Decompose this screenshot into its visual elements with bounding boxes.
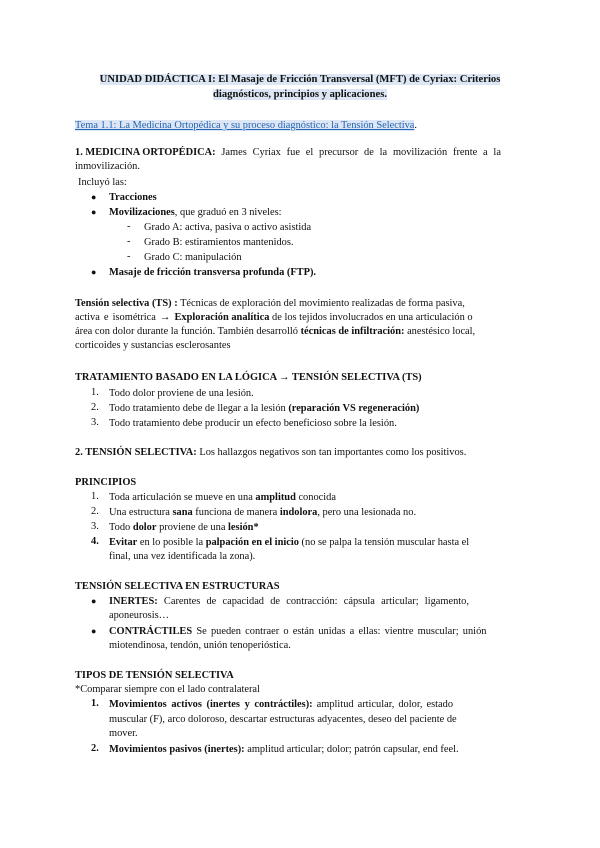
dash-icon: - bbox=[127, 251, 131, 262]
grado-b: Grado B: estiramientos mantenidos. bbox=[144, 237, 294, 248]
bullet-icon: ● bbox=[91, 626, 97, 636]
tipos-note: *Comparar siempre con el lado contralateral bbox=[75, 684, 260, 695]
principio-1-c: conocida bbox=[295, 492, 336, 503]
grado-c: Grado C: manipulación bbox=[144, 252, 242, 263]
principio-3-a: Todo bbox=[109, 522, 133, 533]
title-line-1: UNIDAD DIDÁCTICA I: El Masaje de Fricción Transversal (MFT) de Cyriax: Criterios bbox=[99, 74, 501, 85]
principio-3-bold-2: lesión* bbox=[228, 522, 259, 533]
principio-4-d: (no se palpa la tensión muscular hasta el bbox=[298, 537, 470, 548]
dash-icon: - bbox=[127, 236, 131, 247]
principio-1-a: Toda articulación se mueve en una bbox=[109, 492, 256, 503]
tratamiento-item-1: Todo dolor proviene de una lesión. bbox=[109, 388, 254, 399]
movilizaciones-rest: , que graduó en 3 niveles: bbox=[174, 207, 282, 218]
estructura-inertes-line-2: aponeurosis… bbox=[109, 610, 170, 621]
principio-4-line-2: final, una vez identificada la zona). bbox=[109, 551, 256, 562]
ts-line-3 bbox=[75, 325, 475, 339]
bullet-tracciones: Tracciones bbox=[109, 192, 157, 203]
list-number: 1. bbox=[91, 491, 99, 502]
principio-2-e: , pero una lesionada no. bbox=[317, 507, 417, 518]
movilizaciones-bold: Movilizaciones bbox=[109, 207, 175, 218]
tratamiento-item-2-bold: (reparación VS regeneración) bbox=[288, 403, 420, 414]
bullet-icon: ● bbox=[91, 267, 97, 277]
section-2-line bbox=[75, 446, 466, 460]
principio-4-bold-1: Evitar bbox=[109, 537, 138, 548]
principio-3 bbox=[109, 521, 259, 535]
tipo-pasivos bbox=[109, 743, 459, 757]
principio-2 bbox=[109, 506, 416, 520]
bullet-icon: ● bbox=[91, 192, 97, 202]
contractiles-bold: CONTRÁCTILES bbox=[109, 626, 193, 637]
bullet-masaje: Masaje de fricción transversa profunda (FTP). bbox=[109, 267, 317, 278]
tratamiento-item-3: Todo tratamiento debe producir un efecto beneficioso sobre la lesión. bbox=[109, 418, 397, 429]
tipo-activos-line-3: mover. bbox=[109, 728, 138, 739]
document-title bbox=[75, 72, 525, 102]
pasivos-text: amplitud articular; dolor; patrón capsular, end feel. bbox=[244, 744, 459, 755]
estructura-contractiles-line-2: miotendinosa, tendón, unión tenoperióstica. bbox=[109, 640, 291, 651]
section-1-heading: 1. MEDICINA ORTOPÉDICA: bbox=[75, 147, 216, 158]
tratamiento-item-2 bbox=[109, 402, 419, 416]
estructura-contractiles bbox=[109, 625, 486, 639]
principio-3-bold-1: dolor bbox=[132, 522, 157, 533]
list-number: 3. bbox=[91, 417, 99, 428]
activos-bold: Movimientos activos (inertes y contráctiles): bbox=[109, 699, 313, 710]
principio-2-bold-1: sana bbox=[172, 507, 193, 518]
section-2-heading: 2. TENSIÓN SELECTIVA: bbox=[75, 447, 197, 458]
principio-2-c: funciona de manera bbox=[192, 507, 280, 518]
dash-icon: - bbox=[127, 221, 131, 232]
bullet-movilizaciones bbox=[109, 206, 282, 220]
section-1-line-1 bbox=[75, 146, 501, 160]
principio-2-a: Una estructura bbox=[109, 507, 173, 518]
ts-bold-3: técnicas de infiltración: bbox=[300, 326, 405, 337]
title-line-2: diagnósticos, principios y aplicaciones. bbox=[213, 89, 387, 100]
tipo-activos bbox=[109, 698, 453, 712]
principios-heading: PRINCIPIOS bbox=[75, 477, 137, 488]
ts-line-2 bbox=[75, 311, 473, 325]
estructura-inertes bbox=[109, 595, 469, 609]
list-number: 2. bbox=[91, 743, 99, 754]
list-number: 3. bbox=[91, 521, 99, 532]
incluyo-label: Incluyó las: bbox=[78, 177, 127, 188]
tipo-activos-line-2: muscular (F), arco doloroso, descartar estructuras adyacentes, deseo del paciente de bbox=[109, 714, 457, 725]
ts-text-2a: activa e isométrica → bbox=[75, 312, 175, 323]
pasivos-bold: Movimientos pasivos (inertes): bbox=[109, 744, 245, 755]
grado-a: Grado A: activa, pasiva o activo asistida bbox=[144, 222, 312, 233]
section-2-text: Los hallazgos negativos son tan importantes como los positivos. bbox=[196, 447, 467, 458]
bullet-icon: ● bbox=[91, 207, 97, 217]
section-1-text: James Cyriax fue el precursor de la movilización frente a la bbox=[215, 147, 501, 158]
topic-link[interactable]: Tema 1.1: La Medicina Ortopédica y su proceso diagnóstico: la Tensión Selectiva bbox=[75, 120, 415, 131]
list-number: 1. bbox=[91, 387, 99, 398]
ts-line-4: corticoides y sustancias esclerosantes bbox=[75, 340, 231, 351]
principio-4-b: en lo posible la bbox=[137, 537, 206, 548]
ts-bold-2: Exploración analítica bbox=[174, 312, 270, 323]
tratamiento-heading: TRATAMIENTO BASADO EN LA LÓGICA → TENSIÓN SELECTIVA (TS) bbox=[75, 372, 422, 383]
list-number: 1. bbox=[91, 698, 99, 709]
ts-text-3b: anestésico local, bbox=[404, 326, 476, 337]
topic-heading: Tema 1.1: La Medicina Ortopédica y su proceso diagnóstico: la Tensión Selectiva. bbox=[75, 120, 418, 131]
contractiles-text: Se pueden contraer o están unidas a ellas: vientre muscular; unión bbox=[192, 626, 487, 637]
principio-4-bold-2: palpación en el inicio bbox=[205, 537, 299, 548]
ts-bold: Tensión selectiva (TS) : bbox=[75, 298, 178, 309]
list-number: 2. bbox=[91, 402, 99, 413]
list-number: 2. bbox=[91, 506, 99, 517]
section-1-line-2: inmovilización. bbox=[75, 161, 140, 172]
ts-text-2b: de los tejidos involucrados en una articulación o bbox=[269, 312, 473, 323]
inertes-text: Carentes de capacidad de contracción: cápsula articular; ligamento, bbox=[157, 596, 469, 607]
ts-text-3a: área con dolor durante la función. También desarrolló bbox=[75, 326, 301, 337]
principio-2-bold-2: indolora bbox=[279, 507, 318, 518]
list-number: 4. bbox=[91, 536, 99, 547]
ts-line-1 bbox=[75, 297, 465, 311]
principio-1 bbox=[109, 491, 336, 505]
ts-text-1: Técnicas de exploración del movimiento realizadas de forma pasiva, bbox=[177, 298, 465, 309]
tratamiento-item-2-text: Todo tratamiento debe de llegar a la lesión bbox=[109, 403, 289, 414]
principio-4 bbox=[109, 536, 469, 550]
inertes-bold: INERTES: bbox=[109, 596, 158, 607]
principio-1-bold: amplitud bbox=[255, 492, 296, 503]
tipos-heading: TIPOS DE TENSIÓN SELECTIVA bbox=[75, 670, 234, 681]
bullet-icon: ● bbox=[91, 596, 97, 606]
principio-3-c: proviene de una bbox=[156, 522, 229, 533]
estructuras-heading: TENSIÓN SELECTIVA EN ESTRUCTURAS bbox=[75, 581, 280, 592]
activos-text: amplitud articular, dolor, estado bbox=[312, 699, 454, 710]
